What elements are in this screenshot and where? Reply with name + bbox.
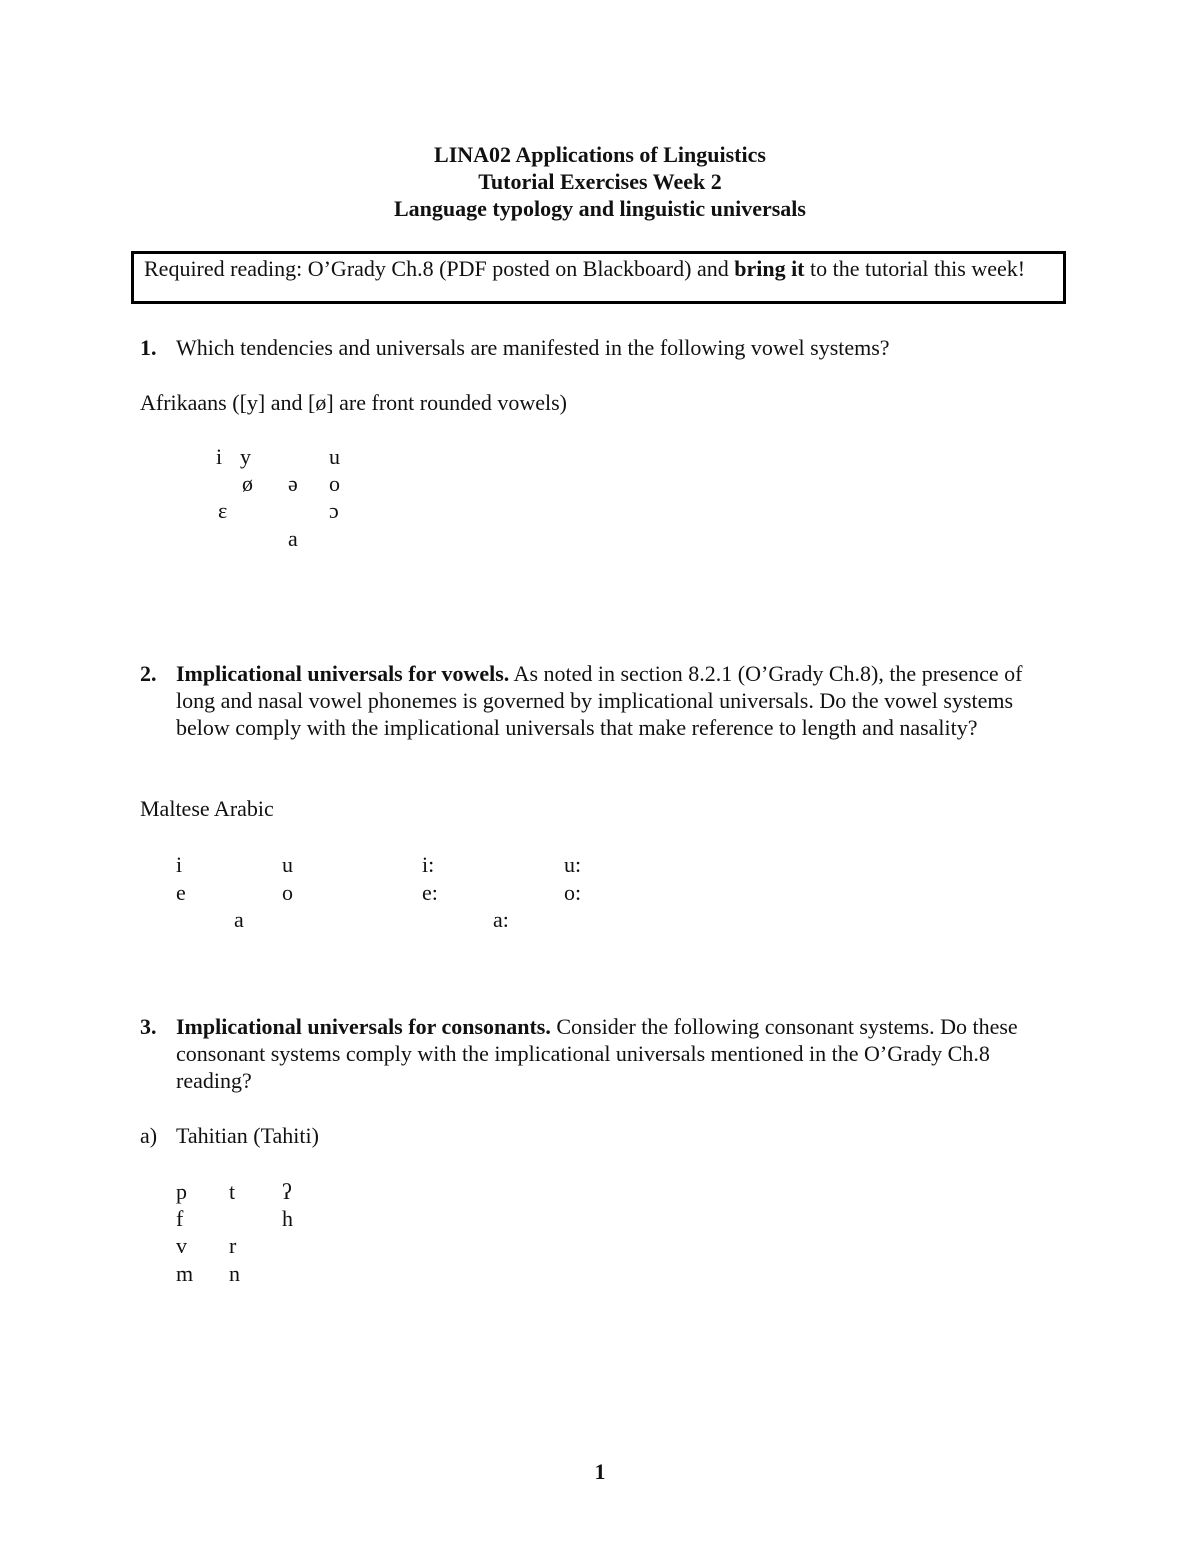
q2-vowel: i (176, 852, 183, 877)
q2-vowel: e (176, 880, 186, 905)
q2-vowel: i: (422, 852, 435, 877)
required-reading-bold: bring it (734, 256, 805, 281)
q3-paragraph (176, 1013, 1066, 1094)
required-reading-box (131, 251, 1066, 304)
q2-vowel: e: (422, 880, 438, 905)
q2-vowel: u (282, 852, 293, 877)
q1-vowel: ɛ (218, 498, 228, 523)
q3a-consonant: ʔ (282, 1179, 292, 1204)
q1-vowel: y (240, 444, 251, 469)
q3a-consonant: n (229, 1261, 240, 1286)
q3a-consonant: t (229, 1179, 236, 1204)
q2-vowel: o: (564, 880, 582, 905)
q3a-label: a) (140, 1123, 158, 1148)
q3a-consonant: h (282, 1206, 293, 1231)
q1-language: Afrikaans ([y] and [ø] are front rounded vowels) (140, 390, 568, 415)
q3a-consonant: r (229, 1233, 237, 1258)
q3a-consonant: v (176, 1233, 187, 1258)
q2-vowel: a (234, 907, 244, 932)
q3a-consonant: m (176, 1261, 194, 1286)
q2-paragraph (176, 660, 1066, 741)
q3a-consonant: p (176, 1179, 187, 1204)
q3a-language: Tahitian (Tahiti) (176, 1123, 319, 1148)
q1-vowel: a (288, 526, 298, 551)
q1-text: Which tendencies and universals are manifested in the following vowel systems? (176, 335, 890, 360)
doc-title-week: Tutorial Exercises Week 2 (478, 169, 722, 194)
q1-vowel: ø (242, 471, 253, 496)
q1-vowel: i (216, 444, 223, 469)
q2-number: 2. (140, 661, 157, 686)
q3-text: Consider the following consonant systems. Do these consonant systems comply with the implicational universals mentioned in the O’Grady Ch.8 reading? (176, 1014, 1018, 1093)
page-number: 1 (594, 1459, 606, 1484)
q2-heading: Implicational universals for vowels. (176, 661, 510, 686)
q1-vowel: ɔ (329, 498, 339, 523)
q3a-consonant: f (176, 1206, 184, 1231)
doc-title-topic: Language typology and linguistic universals (394, 196, 806, 221)
q1-vowel: ə (288, 471, 298, 496)
q3-number: 3. (140, 1014, 157, 1039)
q2-text: As noted in section 8.2.1 (O’Grady Ch.8), the presence of long and nasal vowel phonemes is governed by implicational universals. Do the vowel systems below comply with the implicational universals that make reference to length and nasality? (176, 661, 1023, 740)
doc-title-course: LINA02 Applications of Linguistics (434, 142, 766, 167)
required-reading-pre: Required reading: O’Grady Ch.8 (PDF posted on Blackboard) and (144, 256, 735, 281)
q1-vowel: o (329, 471, 340, 496)
q1-number: 1. (140, 335, 157, 360)
q2-vowel: a: (493, 907, 509, 932)
q2-vowel: o (282, 880, 293, 905)
q3-heading: Implicational universals for consonants. (176, 1014, 551, 1039)
q2-vowel: u: (564, 852, 582, 877)
q2-language: Maltese Arabic (140, 796, 274, 821)
required-reading-post: to the tutorial this week! (804, 256, 1026, 281)
q1-vowel: u (329, 444, 340, 469)
